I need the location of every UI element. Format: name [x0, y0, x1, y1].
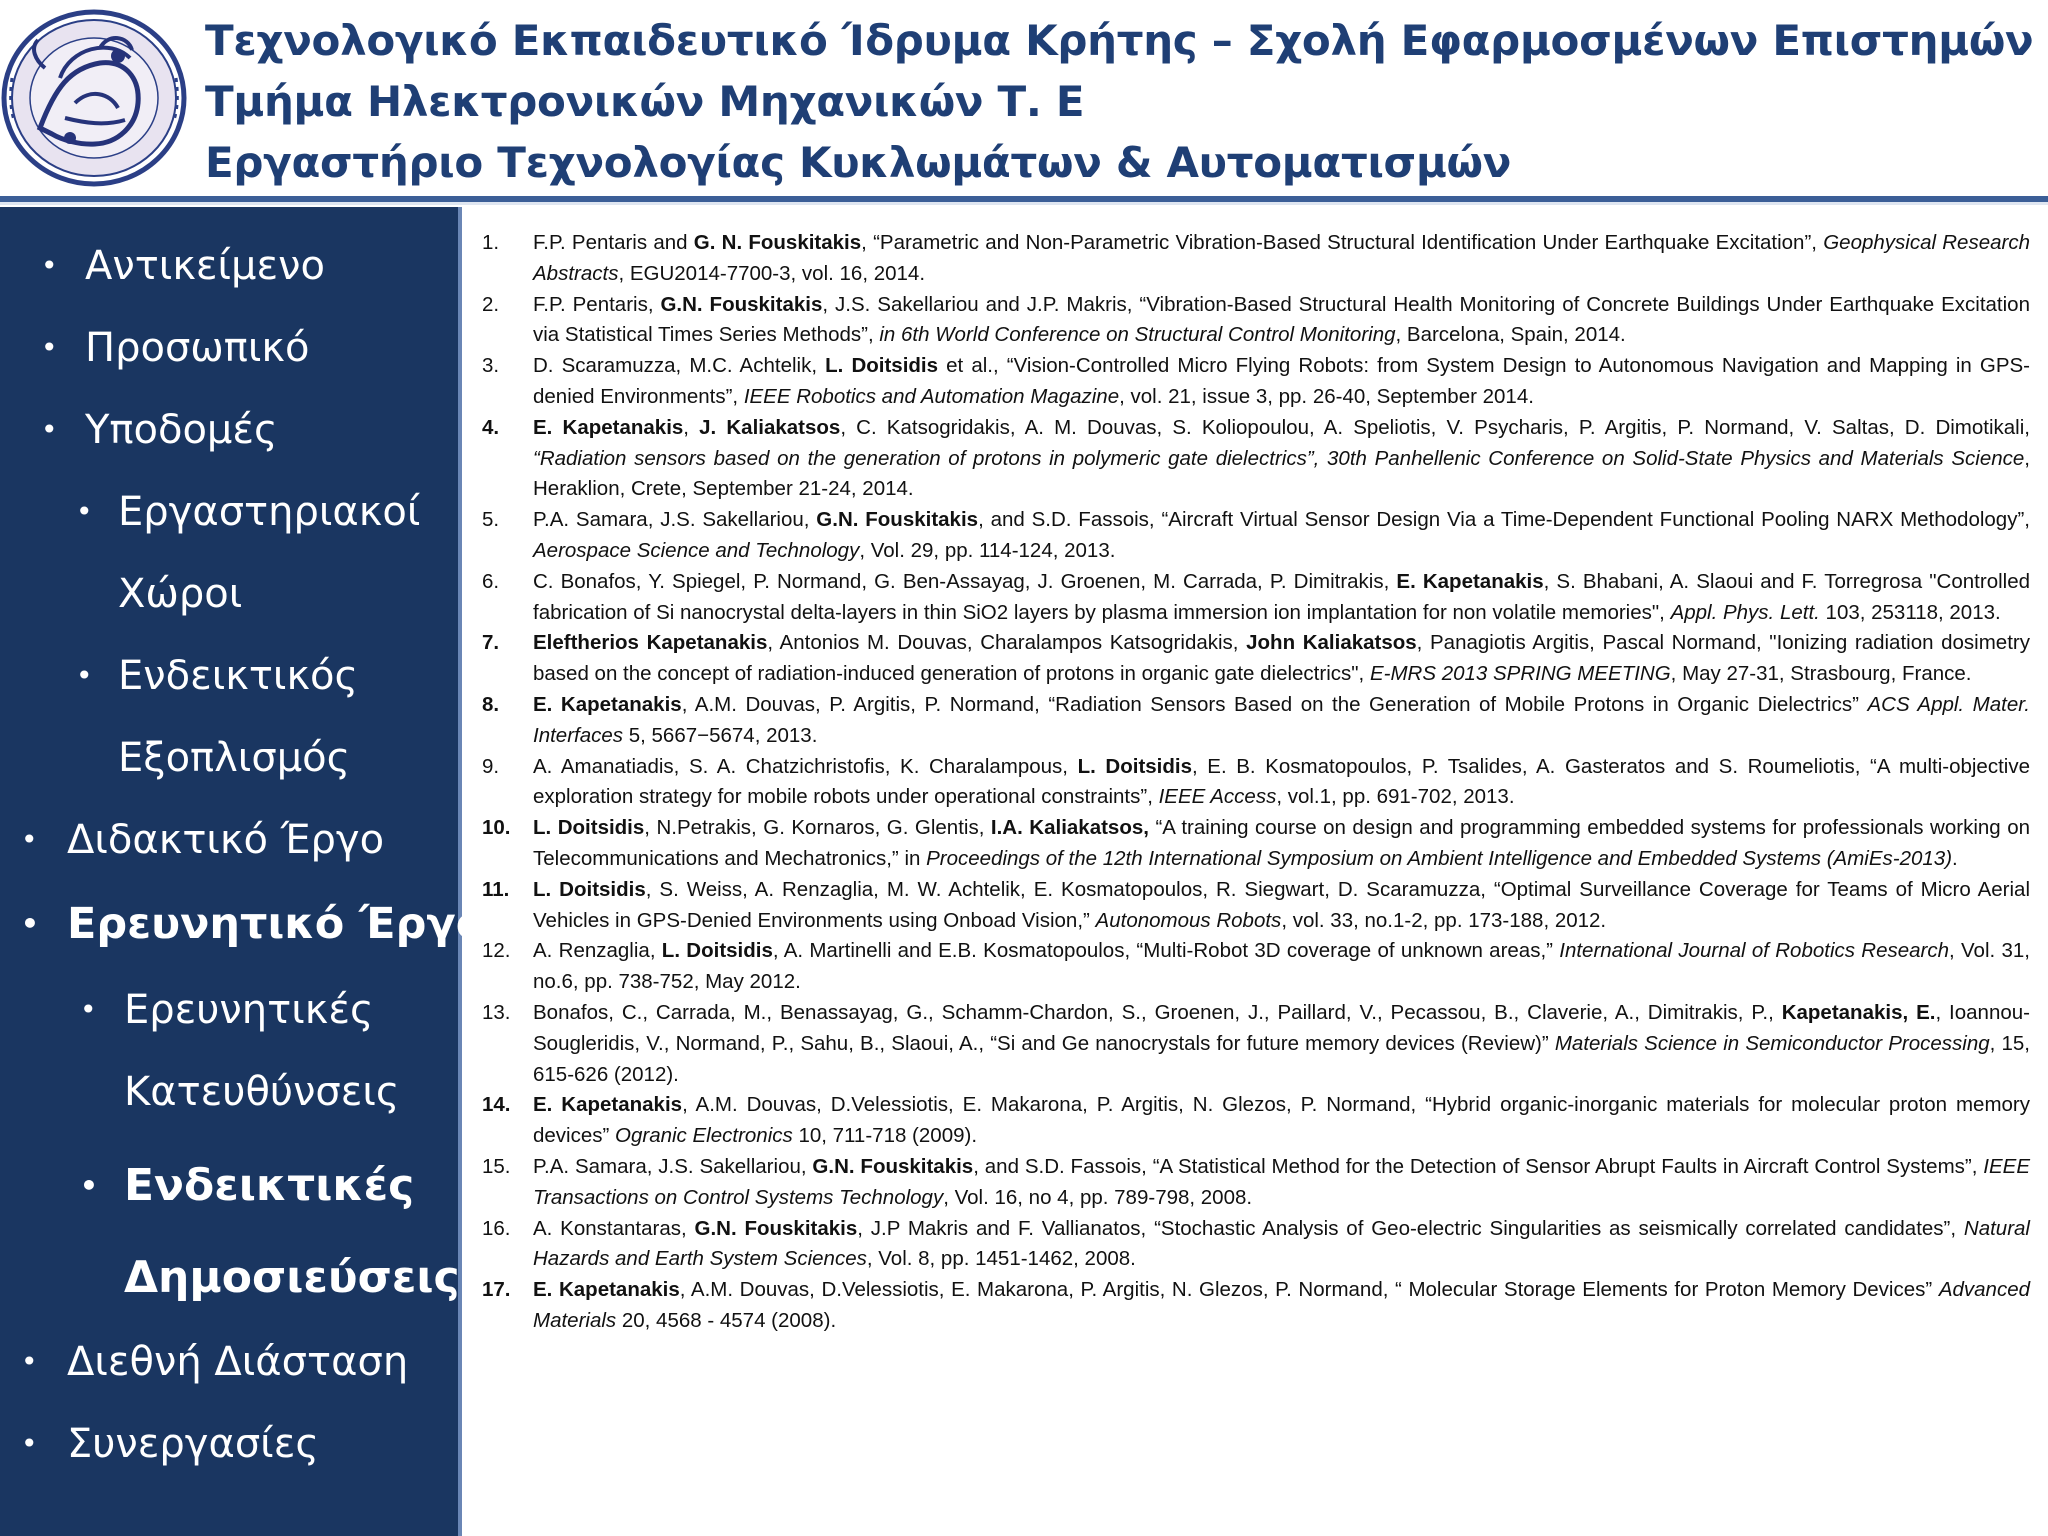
publication-venue: Materials Science in Semiconductor Processing — [1554, 1031, 1990, 1055]
publication-item — [470, 936, 2030, 998]
publication-text: , J.P Makris and F. Vallianatos, “Stochastic Analysis of Geo-electric Singularities as seismically correlated candidates”, — [857, 1216, 1964, 1240]
publication-text: 10, 711-718 (2009). — [792, 1124, 978, 1148]
publication-text: , Panagiotis Argitis, Pascal Normand, "Ionizing radiation dosimetry based on the concept of radiation-induced generation of protons in organic gate dielectrics", — [533, 631, 2030, 686]
publication-item — [470, 998, 2030, 1090]
publication-venue: E-MRS 2013 SPRING MEETING — [1369, 662, 1671, 686]
publication-venue: Advanced Materials — [533, 1278, 2030, 1332]
publication-text: , J.S. Sakellariou and J.P. Makris, “Vibration-Based Structural Health Monitoring of Concrete Buildings Under Earthquake Excitation via Statistical Times Series Methods”, — [533, 292, 2030, 347]
publication-number: 10. — [482, 816, 511, 840]
publications-list — [470, 228, 2030, 1337]
publication-text: , “Parametric and Non-Parametric Vibration-Based Structural Identification Under Earthquake Excitation”, — [861, 231, 1824, 254]
publication-item — [470, 567, 2030, 629]
publication-text: A. Renzaglia, — [533, 939, 662, 963]
publication-number: 1. — [482, 231, 500, 254]
publication-text: , A.M. Douvas, D.Velessiotis, E. Makarona, P. Argitis, N. Glezos, P. Normand, “Hybrid organic-inorganic materials for molecular proton memory devices” — [533, 1093, 2031, 1148]
author-highlight: G.N. Fouskitakis — [660, 292, 823, 316]
bullet-icon: • — [76, 659, 93, 692]
sidebar-item-label: Εξοπλισμός — [118, 735, 351, 781]
header-divider-shadow — [0, 202, 2048, 205]
publication-text: A. Amanatiadis, S. A. Chatzichristofis, K. Charalampous, — [533, 754, 1078, 778]
author-highlight: G. N. Fouskitakis — [693, 231, 862, 254]
publication-text: , A. Martinelli and E.B. Kosmatopoulos, “Multi-Robot 3D coverage of unknown areas,” — [772, 939, 1560, 963]
publication-text: , and S.D. Fassois, “Aircraft Virtual Sensor Design Via a Time-Dependent Functional Pooling NARX Methodology”, — [978, 508, 2030, 532]
author-highlight: L. Doitsidis — [1077, 754, 1192, 778]
publication-venue: Aerospace Science and Technology — [533, 538, 860, 562]
author-highlight: E. Kapetanakis — [533, 1278, 680, 1302]
publication-number: 11. — [482, 877, 510, 901]
author-highlight: E. Kapetanakis — [1396, 569, 1544, 593]
publication-item — [470, 690, 2030, 752]
publication-item — [470, 1090, 2030, 1152]
sidebar-item-label: Προσωπικό — [85, 325, 310, 371]
institution-seal-icon — [0, 8, 188, 188]
publication-number: 8. — [482, 692, 500, 716]
publication-item — [470, 752, 2030, 814]
publication-text: D. Scaramuzza, M.C. Achtelik, — [533, 354, 826, 378]
publication-text: F.P. Pentaris, — [533, 292, 661, 316]
author-highlight: J. Kaliakatsos — [699, 415, 841, 439]
sidebar-subitem-endeiktikos-cont[interactable] — [118, 717, 350, 799]
author-highlight: L. Doitsidis — [661, 939, 773, 963]
publication-number: 15. — [482, 1154, 511, 1178]
author-highlight: L. Doitsidis — [825, 354, 939, 378]
sidebar-nav — [0, 207, 486, 1536]
sidebar-item-ereunitiko[interactable] — [21, 883, 486, 965]
publication-text: 5, 5667−5674, 2013. — [623, 723, 818, 747]
publication-venue: International Journal of Robotics Research — [1559, 939, 1950, 963]
publication-text: “A training course on design and programming embedded systems for professionals working on Telecommunications and Mechatronics,” in — [533, 816, 2030, 870]
publication-text: , EGU2014-7700-3, vol. 16, 2014. — [618, 261, 926, 285]
publication-venue: IEEE Robotics and Automation Magazine — [743, 384, 1120, 408]
publication-venue: Proceedings of the 12th International Symposium on Ambient Intelligence and Embedded Systems (AmiEs-2013) — [926, 846, 1953, 870]
publication-item — [470, 875, 2030, 937]
publication-text: , May 27-31, Strasbourg, France. — [1670, 662, 1972, 686]
publication-number: 2. — [482, 292, 500, 316]
institution-title: Τεχνολογικό Εκπαιδευτικό Ίδρυμα Κρήτης – Σχολή Εφαρμοσμένων Επιστημών — [205, 16, 2034, 65]
sidebar-item-label: Ενδεικτικές — [124, 1160, 415, 1211]
publication-number: 12. — [482, 939, 511, 963]
publication-text: , S. Bhabani, A. Slaoui and F. Torregrosa "Controlled fabrication of Si nanocrystal delta-layers in thin SiO2 layers by plasma immersion ion implantation for non volatile memories", — [533, 569, 2031, 624]
publication-text: 103, 253118, 2013. — [1819, 600, 2001, 624]
publication-number: 7. — [482, 631, 500, 655]
publication-text: , Antonios M. Douvas, Charalampos Katsogridakis, — [767, 631, 1247, 655]
publication-number: 14. — [482, 1093, 511, 1117]
author-highlight: L. Doitsidis — [533, 816, 645, 840]
author-highlight: John Kaliakatsos — [1246, 631, 1417, 655]
publication-text: A. Konstantaras, — [533, 1216, 695, 1240]
author-highlight: E. Kapetanakis — [533, 415, 684, 439]
publication-text: , E. B. Kosmatopoulos, P. Tsalides, A. Gasteratos and S. Roumeliotis, “A multi-objective exploration strategy for mobile robots under operational constraints”, — [533, 754, 2030, 809]
publication-item — [470, 228, 2030, 290]
sidebar-item-label: Ερευνητικές — [124, 987, 374, 1033]
publication-text: , Vol. 29, pp. 114-124, 2013. — [859, 538, 1116, 562]
sidebar-subitem-ereunitikes-cont[interactable] — [124, 1051, 399, 1133]
publication-text: , Vol. 16, no 4, pp. 789-798, 2008. — [943, 1185, 1253, 1209]
publication-text: , Vol. 31, no.6, pp. 738-752, May 2012. — [533, 939, 2030, 994]
publication-text: C. Bonafos, Y. Spiegel, P. Normand, G. Ben-Assayag, J. Groenen, M. Carrada, P. Dimitrakis, — [533, 569, 1397, 593]
publication-item — [470, 1152, 2030, 1214]
publication-text: , Ioannou-Sougleridis, V., Normand, P., Sahu, B., Slaoui, A., “Si and Ge nanocrystals for future memory devices (Review)” — [533, 1000, 2030, 1055]
sidebar-item-label: Αντικείμενο — [85, 243, 325, 289]
publication-text: , A.M. Douvas, P. Argitis, P. Normand, “Radiation Sensors Based on the Generation of Mobile Protons in Organic Dielectrics” — [681, 692, 1868, 716]
bullet-icon: • — [76, 495, 93, 528]
sidebar-item-label: Ερευνητικό Έργο — [67, 899, 486, 949]
bullet-icon: • — [41, 249, 58, 282]
publication-text: , Barcelona, Spain, 2014. — [1395, 323, 1626, 347]
publication-text: , Heraklion, Crete, September 21-24, 2014. — [533, 446, 2030, 501]
sidebar-subitem-ergastiriakoi-cont[interactable] — [118, 553, 242, 635]
publication-item — [470, 413, 2030, 505]
author-highlight: G.N. Fouskitakis — [816, 508, 979, 532]
publication-venue: ACS Appl. Mater. Interfaces — [533, 692, 2030, 747]
publication-number: 16. — [482, 1216, 511, 1240]
sidebar-item-prosopiko[interactable] — [41, 307, 310, 389]
publication-text: , vol. 21, issue 3, pp. 26-40, September 2014. — [1119, 384, 1534, 408]
sidebar-item-antikeimeno[interactable] — [41, 225, 325, 307]
publication-venue: Natural Hazards and Earth System Sciences — [533, 1216, 2030, 1271]
publication-number: 6. — [482, 569, 500, 593]
bullet-icon: • — [41, 331, 58, 364]
publication-text: , vol.1, pp. 691-702, 2013. — [1276, 785, 1515, 809]
publication-number: 9. — [482, 754, 500, 778]
sidebar-subitem-ergastiriakoi[interactable] — [76, 471, 421, 553]
publication-text: , vol. 33, no.1-2, pp. 173-188, 2012. — [1281, 908, 1607, 932]
publication-text: , N.Petrakis, G. Kornaros, G. Glentis, — [644, 816, 991, 840]
author-highlight: E. Kapetanakis — [533, 692, 682, 716]
author-highlight: G.N. Fouskitakis — [694, 1216, 858, 1240]
publication-venue: IEEE Transactions on Control Systems Technology — [533, 1154, 2030, 1209]
publication-text: . — [1952, 846, 1958, 870]
department-title: Τμήμα Ηλεκτρονικών Μηχανικών Τ. Ε — [205, 77, 1085, 126]
publication-venue: Geophysical Research Abstracts — [533, 231, 2030, 285]
publication-text: 20, 4568 - 4574 (2008). — [616, 1308, 837, 1332]
publication-text: et al., “Vision-Controlled Micro Flying Robots: from System Design to Autonomous Navigation and Mapping in GPS-denied Environments”, — [533, 354, 2031, 408]
sidebar-subitem-ereunitikes[interactable] — [80, 969, 374, 1051]
publication-venue: Appl. Phys. Lett. — [1670, 600, 1820, 624]
sidebar-item-label: Ενδεικτικός — [118, 653, 358, 699]
publication-item — [470, 505, 2030, 567]
publication-item — [470, 1214, 2030, 1276]
author-highlight: Kapetanakis, E. — [1781, 1000, 1936, 1024]
publication-item — [470, 813, 2030, 875]
sidebar-item-label: Εργαστηριακοί — [118, 489, 421, 535]
sidebar-subitem-endeiktikes[interactable] — [80, 1141, 415, 1231]
publication-venue: in 6th World Conference on Structural Control Monitoring — [879, 323, 1396, 347]
sidebar-subitem-endeiktikos[interactable] — [76, 635, 358, 717]
sidebar-item-didaktiko[interactable] — [21, 799, 385, 881]
sidebar-item-label: Κατευθύνσεις — [124, 1069, 400, 1115]
publication-text: , — [683, 415, 700, 439]
publication-text: , Vol. 8, pp. 1451-1462, 2008. — [866, 1247, 1136, 1271]
publication-item — [470, 628, 2030, 690]
publication-text: F.P. Pentaris and — [533, 231, 694, 254]
bullet-icon: • — [80, 993, 97, 1026]
author-highlight: I.A. Kaliakatsos, — [990, 816, 1149, 840]
sidebar-subitem-endeiktikes-cont[interactable] — [124, 1233, 460, 1323]
publication-number: 4. — [482, 415, 500, 439]
publication-text: P.A. Samara, J.S. Sakellariou, — [533, 1154, 813, 1178]
publication-venue: Autonomous Robots — [1095, 908, 1282, 932]
publication-text: , A.M. Douvas, D.Velessiotis, E. Makarona, P. Argitis, N. Glezos, P. Normand, “ Molecular Storage Elements for Proton Memory Devices” — [679, 1278, 1939, 1302]
bullet-icon: • — [21, 1427, 38, 1460]
publication-number: 17. — [482, 1278, 511, 1302]
sidebar-item-label: Διδακτικό Έργο — [67, 817, 385, 863]
publication-venue: “Radiation sensors based on the generation of protons in polymeric gate dielectrics”, 30th Panhellenic Conference on Solid-State Physics and Materials Science — [533, 446, 2025, 470]
publication-venue: Ogranic Electronics — [615, 1124, 793, 1148]
publication-text: , 15, 615-626 (2012). — [533, 1031, 2031, 1086]
sidebar-item-synergasies[interactable] — [21, 1403, 319, 1485]
author-highlight: G.N. Fouskitakis — [812, 1154, 974, 1178]
publication-text: , C. Katsogridakis, A. M. Douvas, S. Koliopoulou, A. Speliotis, V. Psycharis, P. Argitis, P. Normand, V. Saltas, D. Dimotikali, — [840, 415, 2030, 439]
bullet-icon: • — [21, 907, 39, 940]
author-highlight: Eleftherios Kapetanakis — [533, 631, 768, 655]
publication-item — [470, 351, 2030, 413]
bullet-icon: • — [41, 413, 58, 446]
publication-item — [470, 1275, 2030, 1337]
laboratory-title: Εργαστήριο Τεχνολογίας Κυκλωμάτων & Αυτοματισμών — [205, 138, 1512, 187]
sidebar-item-label: Χώροι — [118, 571, 243, 617]
sidebar-item-diethni[interactable] — [21, 1321, 409, 1403]
sidebar-item-label: Συνεργασίες — [67, 1421, 319, 1467]
publication-number: 3. — [482, 354, 500, 378]
header-titles — [205, 10, 2033, 193]
bullet-icon: • — [21, 823, 38, 856]
sidebar-item-label: Δημοσιεύσεις — [124, 1252, 460, 1303]
publication-text: , S. Weiss, A. Renzaglia, M. W. Achtelik, E. Kosmatopoulos, R. Siegwart, D. Scaramuzza, “Optimal Surveillance Coverage for Teams of Micro Aerial Vehicles in GPS-Denied Environments using Onboad Vision,” — [533, 877, 2030, 932]
publication-text: , and S.D. Fassois, “A Statistical Method for the Detection of Sensor Abrupt Faults in Aircraft Control Systems”, — [973, 1154, 1984, 1178]
sidebar-item-label: Υποδομές — [85, 407, 278, 453]
author-highlight: E. Kapetanakis — [533, 1093, 683, 1117]
page-header — [0, 0, 2048, 196]
publication-text: P.A. Samara, J.S. Sakellariou, — [533, 508, 817, 532]
sidebar-item-label: Διεθνή Διάσταση — [67, 1339, 409, 1385]
bullet-icon: • — [21, 1345, 38, 1378]
author-highlight: L. Doitsidis — [533, 877, 646, 901]
publication-item — [470, 290, 2030, 352]
publication-text: Bonafos, C., Carrada, M., Benassayag, G., Schamm-Chardon, S., Groenen, J., Paillard, V., Pecassou, B., Claverie, A., Dimitrakis, P., — [533, 1000, 1782, 1024]
publication-venue: IEEE Access — [1158, 785, 1277, 809]
publication-number: 5. — [482, 508, 500, 532]
bullet-icon: • — [80, 1169, 98, 1202]
publication-number: 13. — [482, 1000, 511, 1024]
sidebar-item-ypodomes[interactable] — [41, 389, 278, 471]
